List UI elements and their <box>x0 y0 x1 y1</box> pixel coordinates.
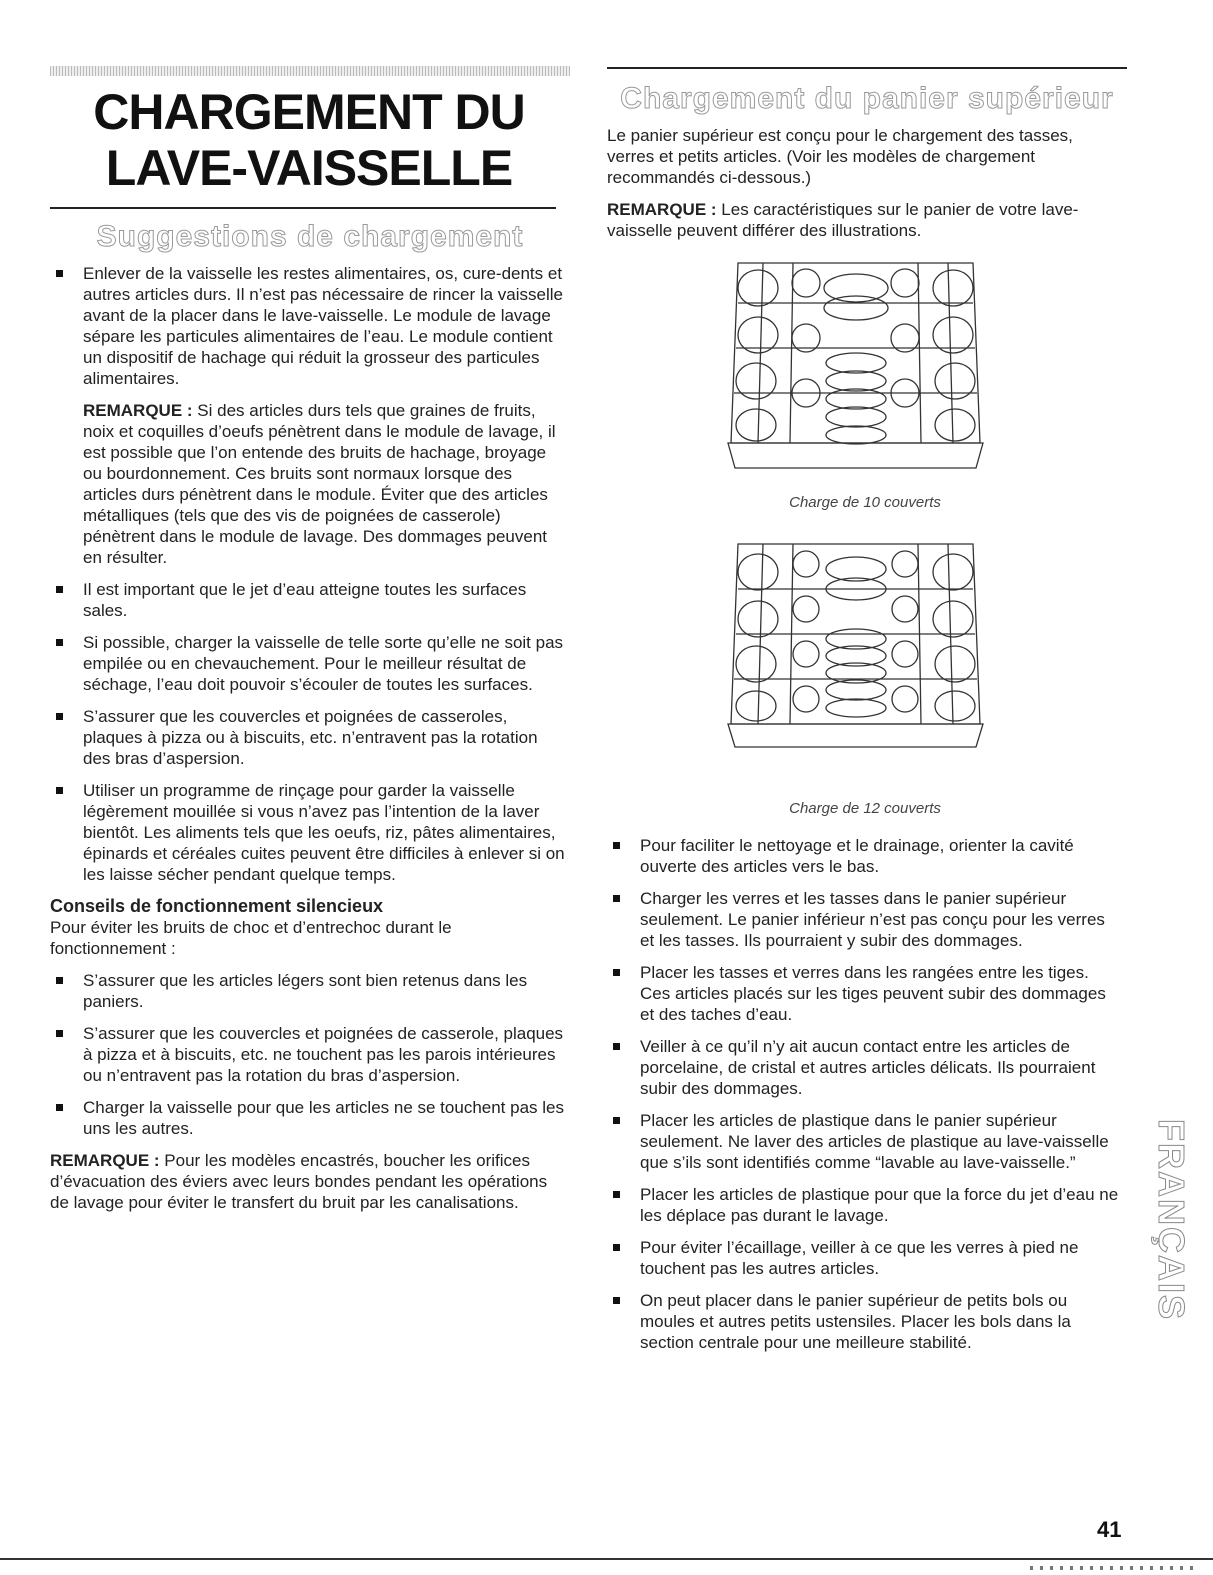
right-intro <box>607 125 1107 252</box>
title-rule <box>50 207 556 209</box>
list-item: Il est important que le jet d’eau atteigne toutes les surfaces sales. <box>50 579 565 621</box>
note-paragraph <box>50 400 565 568</box>
bottom-dashes <box>1030 1566 1200 1570</box>
top-decorative-bar <box>50 66 570 76</box>
list-item: Enlever de la vaisselle les restes alimentaires, os, cure-dents et autres articles durs. Il n’est pas nécessaire de rincer la vaisselle avant de la placer dans le lave-vaisselle. Le module de lavage sépare les particules alimentaires de l’eau. Le module contient un dispositif de hachage qui réduit la grosseur des particules alimentaires. <box>50 263 565 389</box>
list-item: Placer les articles de plastique pour que la force du jet d’eau ne les déplace pas durant le lavage. <box>607 1184 1119 1226</box>
bottom-rule <box>0 1558 1213 1560</box>
page-title-line2: LAVE-VAISSELLE <box>105 140 513 196</box>
note-label: REMARQUE : <box>607 200 717 219</box>
list-item: Charger la vaisselle pour que les articles ne se touchent pas les uns les autres. <box>50 1097 565 1139</box>
list-item: Pour faciliter le nettoyage et le drainage, orienter la cavité ouverte des articles vers le bas. <box>607 835 1119 877</box>
list-item: S’assurer que les couvercles et poignées de casseroles, plaques à pizza ou à biscuits, etc. n’entravent pas la rotation des bras d’aspersion. <box>50 706 565 769</box>
list-item: On peut placer dans le panier supérieur de petits bols ou moules et autres petits ustensiles. Placer les bols dans la section centrale pour une meilleure stabilité. <box>607 1290 1119 1353</box>
quiet-operation-heading: Conseils de fonctionnement silencieux <box>50 896 384 916</box>
right-bullets <box>607 835 1119 1364</box>
rack-illustration-12-settings <box>718 534 993 764</box>
note-text: Les caractéristiques sur le panier de votre lave-vaisselle peuvent différer des illustrations. <box>607 200 1079 240</box>
note-text: Si des articles durs tels que graines de fruits, noix et coquilles d’oeufs pénètrent dans le module de lavage, il est possible que l’on entende des bruits de hachage, broyage ou bourdonnement. Ces bruits sont normaux lorsque des articles durs pénètrent dans le module. Éviter que des articles métalliques (tels que des vis de poignées de casserole) pénètrent dans le module de lavage. Des dommages peuvent en résulter. <box>83 401 556 567</box>
list-item: Placer les articles de plastique dans le panier supérieur seulement. Ne laver des articles de plastique au lave-vaisselle que s’ils sont identifiés comme “lavable au lave-vaisselle.” <box>607 1110 1119 1173</box>
list-item: Charger les verres et les tasses dans le panier supérieur seulement. Le panier inférieur n’est pas conçu pour les verres et les tasses. Ils pourraient y subir des dommages. <box>607 888 1119 951</box>
page-title-line1: CHARGEMENT DU <box>93 84 525 140</box>
note-paragraph <box>607 199 1107 241</box>
list-item: S’assurer que les couvercles et poignées de casserole, plaques à pizza et à biscuits, etc. ne touchent pas les parois intérieures ou n’entravent pas la rotation du bras d’aspersion. <box>50 1023 565 1086</box>
section-title-upper-rack: Chargement du panier supérieur <box>620 82 1114 115</box>
note-text: Pour les modèles encastrés, boucher les orifices d’évacuation des éviers avec leurs bondes pendant les opérations de lavage pour éviter le transfert du bruit par les canalisations. <box>50 1151 548 1212</box>
note-label: REMARQUE : <box>50 1151 160 1170</box>
list-item: Pour éviter l’écaillage, veiller à ce que les verres à pied ne touchent pas les autres articles. <box>607 1237 1119 1279</box>
side-tab-label: FRANÇAIS <box>1151 1119 1192 1321</box>
section-title-loading-tips: Suggestions de chargement <box>96 220 524 253</box>
intro-paragraph: Le panier supérieur est conçu pour le chargement des tasses, verres et petits articles. (Voir les modèles de chargement recommandés ci-dessous.) <box>607 126 1073 187</box>
quiet-intro: Pour éviter les bruits de choc et d’entrechoc durant le fonctionnement : <box>50 918 452 958</box>
list-item: Si possible, charger la vaisselle de telle sorte qu’elle ne soit pas empilée ou en chevauchement. Pour le meilleur résultat de séchage, l’eau doit pouvoir s’écouler de toutes les surfaces. <box>50 632 565 695</box>
page-number: 41 <box>1097 1517 1122 1542</box>
note-paragraph <box>50 1150 565 1213</box>
left-column <box>50 263 565 1224</box>
rack-drawing <box>718 534 993 764</box>
list-item: Utiliser un programme de rinçage pour garder la vaisselle légèrement mouillée si vous n’avez pas l’intention de la laver bientôt. Les aliments tels que les oeufs, riz, pâtes alimentaires, épinards et céréales cuites peuvent être difficiles à enlever si on les laisse sécher pendant quelque temps. <box>50 780 565 885</box>
list-item: Placer les tasses et verres dans les rangées entre les tiges. Ces articles placés sur les tiges peuvent subir des dommages et des taches d’eau. <box>607 962 1119 1025</box>
language-side-tab <box>1150 1075 1192 1365</box>
figure-caption: Charge de 10 couverts <box>789 494 941 511</box>
list-item: S’assurer que les articles légers sont bien retenus dans les paniers. <box>50 970 565 1012</box>
figure-caption: Charge de 12 couverts <box>789 800 941 817</box>
note-label: REMARQUE : <box>83 401 193 420</box>
list-item: Veiller à ce qu’il n’y ait aucun contact entre les articles de porcelaine, de cristal et autres articles délicats. Ils pourraient subir des dommages. <box>607 1036 1119 1099</box>
rack-illustration-10-settings <box>718 243 993 488</box>
page-title <box>50 84 568 196</box>
rack-base <box>728 443 983 468</box>
top-rule-right <box>607 67 1127 69</box>
rack-drawing <box>718 243 993 488</box>
rack-base <box>728 724 983 747</box>
